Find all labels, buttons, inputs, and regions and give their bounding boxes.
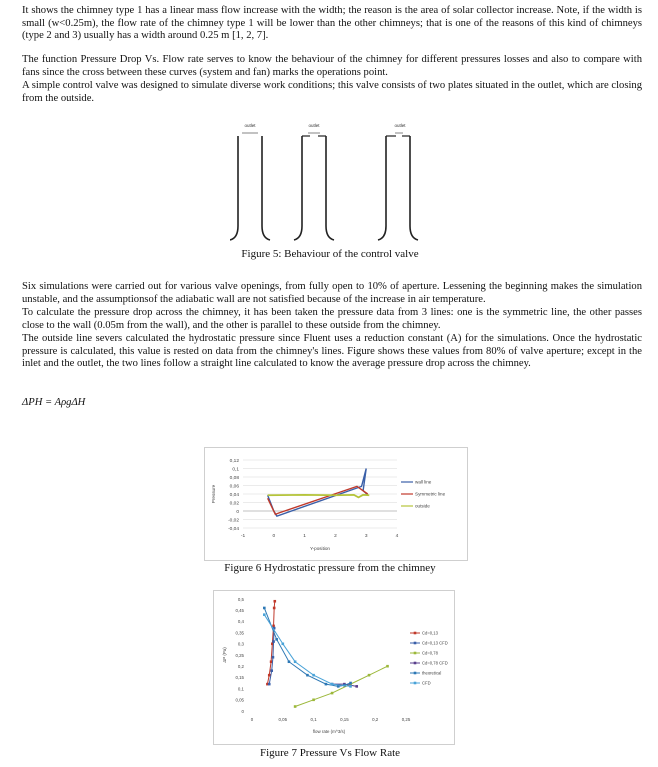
data-point [368, 674, 371, 677]
data-point [355, 685, 358, 688]
data-point [272, 625, 275, 628]
legend-marker [414, 652, 417, 655]
legend-marker [414, 682, 417, 685]
data-point [270, 669, 273, 672]
data-point [349, 685, 352, 688]
data-point [275, 638, 278, 641]
figure-5-diagram [230, 118, 430, 246]
data-point [386, 665, 389, 668]
y-tick-label: 0,12 [229, 458, 239, 464]
data-point [272, 656, 275, 659]
x-tick-label: 3 [364, 534, 368, 539]
y-tick-label: 0,06 [229, 484, 239, 490]
data-point [288, 660, 291, 663]
y-tick-label: 0,35 [235, 630, 244, 636]
y-tick-label: 0,05 [235, 697, 244, 703]
y-tick-label: 0,1 [237, 686, 244, 692]
y-tick-label: 0,04 [229, 492, 239, 498]
figure-6-caption: Figure 6 Hydrostatic pressure from the chimney [224, 562, 436, 574]
legend-entry: outside [415, 503, 430, 509]
paragraph-3: A simple control valve was designed to simulate diverse work conditions; this valve consists of two plates situated in the outlet, which are closing from the outside. [22, 80, 642, 104]
y-axis-label: Pressure [211, 484, 216, 504]
y-tick-label: -0,02 [228, 518, 239, 524]
y-tick-label: 0,45 [235, 608, 244, 613]
x-tick-label: 0 [272, 534, 276, 539]
figure-5-caption: Figure 5: Behaviour of the control valve [241, 248, 419, 260]
outlet-label-2: outlet [308, 123, 320, 128]
paragraph-4: Six simulations were carried out for various valve openings, from fully open to 10% of aperture. Lessening the beginning makes the simulation unstable, and the assumptionsof the adiabatic wall are not satisfied because of the increase in air temperature. [22, 281, 642, 305]
data-point [282, 643, 285, 646]
data-point [294, 660, 297, 663]
legend-marker [414, 632, 417, 635]
data-point [312, 699, 315, 702]
y-tick-label: 0,4 [237, 619, 244, 625]
data-point [294, 705, 297, 708]
y-tick-label: 0 [241, 708, 244, 714]
x-tick-label: 0,1 [310, 717, 317, 722]
figure-7-chart [213, 590, 455, 745]
y-tick-label: -0,04 [228, 526, 239, 532]
x-tick-label: 0,25 [401, 717, 411, 722]
paragraph-2: The function Pressure Drop Vs. Flow rate serves to know the behaviour of the chimney for different pressures losses and also to compare with fans since the cross between these curves (system and fan) marks the operations point. [22, 54, 642, 78]
legend-entry: Cd=0,78 CFD [422, 660, 448, 666]
x-tick-label: 0,15 [340, 717, 349, 722]
paragraph-5: To calculate the pressure drop across the chimney, it has been taken the pressure data from 3 lines: one is the symmetric line, the other passes close to the wall (0.05m from the wall), and the other is parallel to these outside from the chimney. [22, 307, 642, 331]
data-point [312, 674, 315, 677]
figure-6-chart [204, 447, 468, 561]
legend-entry: theoretical [422, 670, 442, 676]
data-point [268, 683, 271, 686]
paragraph-6: The outside line severs calculated the hydrostatic pressure since Fluent uses a reduction constant (A) for the simulations. Once the hydrostatic pressure is calculated, this value is rested on data from the chimney's lines. Figure shows these values from 80% of valve aperture; except in the inlet and the outlet, the two lines follow a straight line calculated to know the average pressure drop across the chimney. [22, 333, 642, 370]
x-tick-label: 1 [303, 534, 306, 539]
y-tick-label: 0 [236, 509, 239, 515]
legend-marker [414, 642, 417, 645]
y-tick-label: 0,5 [237, 596, 244, 602]
x-tick-label: 0,05 [278, 717, 288, 722]
series-line-0 [268, 469, 368, 517]
data-point [273, 600, 276, 603]
series-line-2 [268, 495, 370, 498]
data-point [268, 674, 271, 677]
x-axis-label: flow rate (m^3/s) [312, 729, 346, 734]
legend-entry: wall line [415, 479, 432, 485]
formula: ΔPH = AρgΔH [22, 397, 86, 408]
data-point [306, 674, 309, 677]
x-tick-label: 0 [250, 717, 254, 722]
data-point [331, 692, 334, 695]
legend-entry: Cd=0,13 [422, 630, 438, 636]
y-tick-label: 0,25 [235, 652, 244, 658]
legend-marker [414, 672, 417, 675]
series-line-1 [268, 486, 368, 514]
y-tick-label: 0,15 [235, 675, 244, 681]
x-tick-label: 0,2 [372, 717, 379, 722]
y-tick-label: 0,3 [237, 641, 244, 647]
legend-entry: CFD [422, 680, 431, 686]
legend-marker [414, 662, 417, 665]
x-axis-label: Y-position [309, 546, 331, 551]
y-tick-label: 0,08 [229, 475, 239, 481]
outlet-label-1: outlet [244, 123, 256, 128]
figure-7-caption: Figure 7 Pressure Vs Flow Rate [259, 747, 401, 759]
x-tick-label: 2 [334, 534, 337, 539]
data-point [349, 682, 352, 685]
y-tick-label: 0,02 [229, 501, 239, 507]
legend-entry: Cd=0,13 CFD [422, 640, 448, 646]
paragraph-1: It shows the chimney type 1 has a linear mass flow increase with the width; the reason is the area of solar collector increase. Note, if the width is small (w<0.25m), the flow rate of the chimney type 1 will be lower than the other chimneys; that is one of the reasons of this kind of chimneys (type 2 and 3) usually has a width around 0.25 m [1, 2, 7]. [22, 5, 642, 42]
x-tick-label: 4 [395, 534, 399, 539]
data-point [325, 683, 328, 686]
x-tick-label: -1 [240, 534, 246, 539]
data-point [263, 613, 266, 616]
legend-entry: Symmetric line [415, 491, 446, 497]
data-point [272, 640, 275, 643]
y-tick-label: 0,2 [237, 664, 244, 669]
y-axis-label: ΔP (Pa) [222, 647, 227, 663]
outlet-label-3: outlet [394, 123, 406, 128]
data-point [273, 607, 276, 610]
data-point [263, 607, 266, 610]
legend-entry: Cd=0,78 [422, 650, 438, 656]
data-point [331, 683, 334, 686]
y-tick-label: 0,1 [232, 467, 239, 473]
